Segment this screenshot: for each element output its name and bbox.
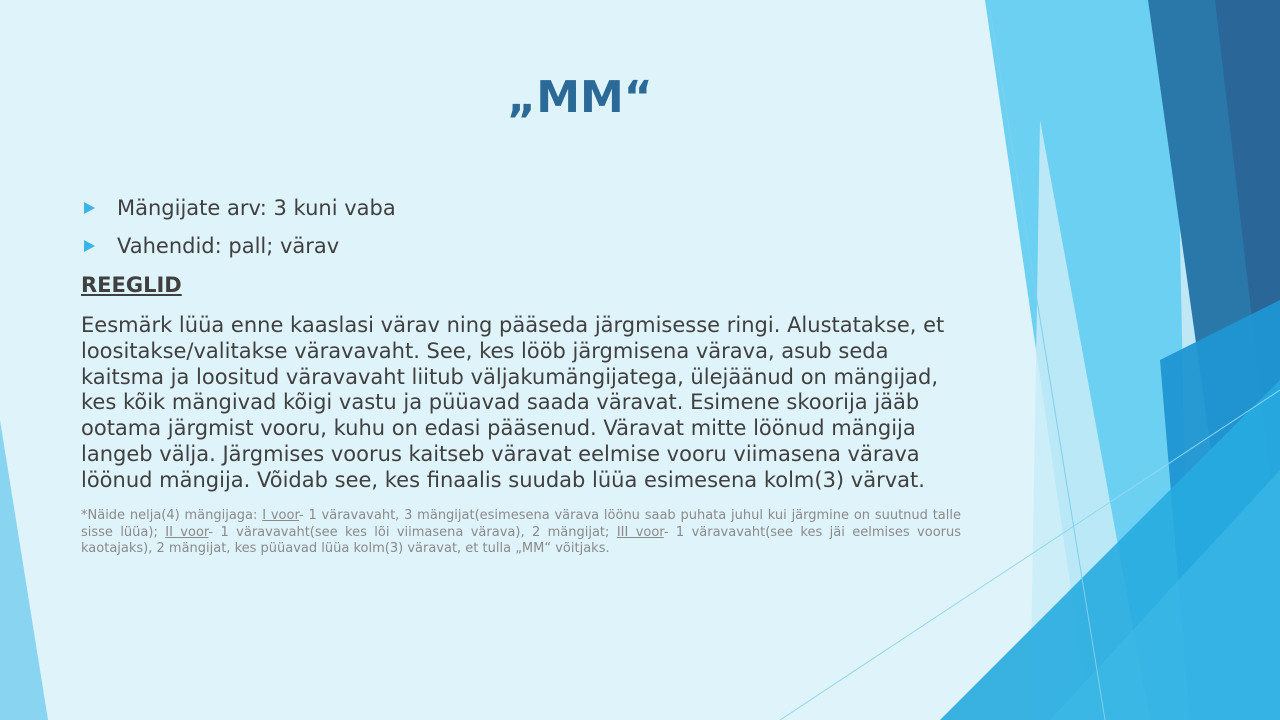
left-accent-shape <box>0 420 48 720</box>
rules-heading: REEGLID <box>81 273 182 297</box>
round-2-text: - 1 väravavaht(see kes lõi viimasena värava), 2 mängijat; <box>208 524 617 540</box>
example-footnote <box>81 508 961 558</box>
bullet-text: Vahendid: pall; värav <box>117 234 340 258</box>
rules-paragraph: Eesmärk lüüa enne kaaslasi värav ning pääseda järgmisesse ringi. Alustatakse, et loositakse/valitakse väravavaht. See, kes lööb järgmisena värava, asub seda kaitsma ja loositud väravavaht liitub väljakumängijatega, ülejäänud on mängijad, kes kõik mängivad kõigi vastu ja püüavad saada väravat. Esimene skoorija jääb ootama järgmist vooru, kuhu on edasi pääsenud. Väravat mitte löönud mängija langeb välja. Järgmises voorus kaitseb väravat eelmise vooru viimasena värava löönud mängija. Võidab see, kes finaalis suudab lüüa esimesena kolm(3) värvat. <box>81 313 945 492</box>
round-2-label: II voor <box>165 524 209 540</box>
footnote-intro: *Näide nelja(4) mängijaga: <box>81 508 263 523</box>
bullet-item-players <box>80 193 960 223</box>
bullet-item-equipment <box>80 231 960 261</box>
triangle-bullet-icon <box>84 240 95 252</box>
round-1-text: - 1 väravavaht, 3 mängijat(esimesena värava löönu saab puhata juhul kui järgmine on suutnud talle sisse lüüa); <box>81 508 961 540</box>
round-3-label: III voor <box>616 524 664 540</box>
slide-title: „MM“ <box>507 72 653 123</box>
bullet-list <box>80 193 960 269</box>
triangle-bullet-icon <box>84 202 95 214</box>
bullet-text: Mängijate arv: 3 kuni vaba <box>117 196 396 220</box>
round-1-label: I voor <box>262 508 299 523</box>
round-3-text: - 1 väravavaht(see kes jäi eelmises voorus kaotajaks), 2 mängijat, kes püüavad lüüa kolm(3) väravat, et tulla „MM“ võitjaks. <box>81 524 962 556</box>
